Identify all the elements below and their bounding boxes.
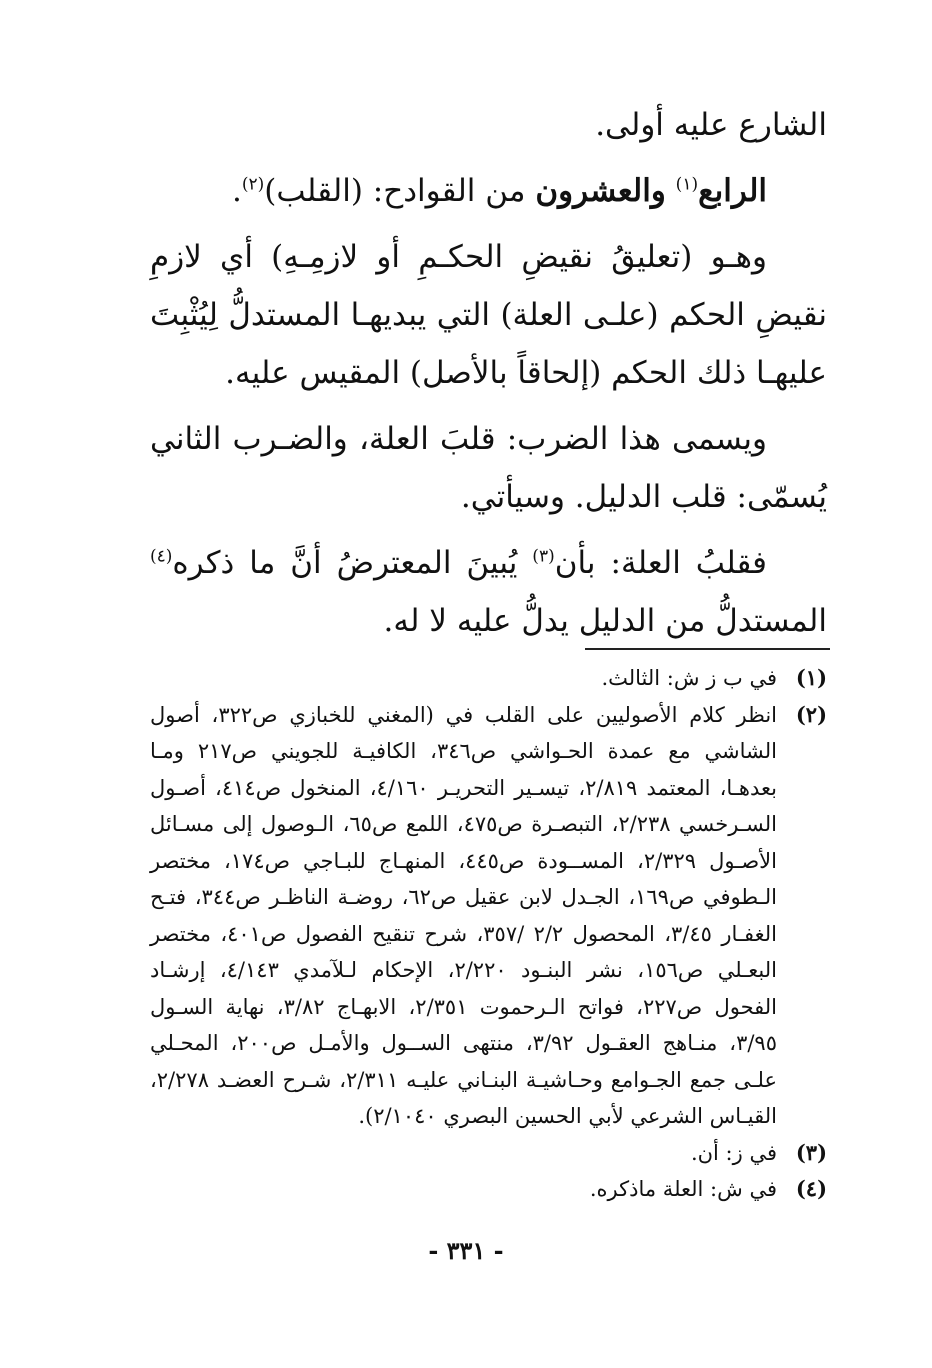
footnote-text: في ش: العلة ماذكره. [589,1177,777,1201]
footnote [150,660,827,697]
section-heading [150,162,827,220]
footnote-ref-2: (٢) [241,174,265,195]
heading-ordinal: الرابع [698,173,767,209]
footnote-number: (١) [795,665,827,690]
page-number: - ٣٣١ - [428,1236,504,1265]
heading-tail: . [232,173,242,209]
heading-rest: من القوادح: (القلب) [264,173,536,209]
paragraph-qalb-illa [150,534,827,650]
para3-end: المستدلُّ من الدليل يدلُّ عليه لا له. [383,603,827,639]
footnote-number: (٤) [795,1176,827,1201]
footnote-divider [585,648,830,650]
paragraph-definition: وهـو (تعليقُ نقيضِ الحكـمِ أو لازمِـهِ) أي لازمِ نقيضِ الحكم (علـى العلة) التي يبديهـا المستدلُّ لِيُثْبِتَ عليهـا ذلك الحكم (إلحاقاً بالأصل) المقيس عليه. [150,239,827,391]
paragraph-naming: ويسمى هذا الضرب: قلبَ العلة، والضـرب الثاني يُسمّى: قلب الدليل. وسيأتي. [150,421,827,515]
footnote-ref-4: (٤) [150,546,173,567]
para3-mid: يُبينَ المعترضُ أنَّ ما ذكره [172,545,533,581]
footnote [150,697,827,1135]
footnote [150,1171,827,1208]
footnote-text: انظر كلام الأصوليين على القلب في (المغني للخبازي ص٣٢٢، أصول الشاشي مع عمدة الحـواشي ص٣٤٦، الكافيـة للجويني ص٢١٧ ومـا بعدهـا، المعتمد ٢/٨١٩، تيسـير التحريـر ٤/١٦٠، المنخول ص٤١٤، أصـول السـرخسي ٢/٢٣٨، التبصـرة ص٤٧٥، اللمع ص٦٥، الـوصول إلى مسـائل الأصـول ٢/٣٢٩، المســودة ص٤٤٥، المنهـاج للبـاجي ص١٧٤، مختصر الـطوفي ص١٦٩، الجـدل لابن عقيل ص٦٢، روضـة الناظـر ص٣٤٤، فتـح الغفـار ٣/٤٥، المحصول ٢/٢ /٣٥٧، شرح تنقيح الفصول ص٤٠١، مختصر البعـلي ص١٥٦، نشر البنـود ٢/٢٢٠، الإحكام لـلآمدي ٤/١٤٣، إرشـاد الفحول ص٢٢٧، فواتح الـرحموت ٢/٣٥١، الابهـاج ٣/٨٢، نهاية السـول ٣/٩٥، منـاهج العقـول ٣/٩٢، منتهى الســول والأمـل ص٢٠٠، المحـلي علـى جمع الجـوامع وحـاشيـة البنـاني عليـه ٢/٣١١، شـرح العضـد ٢/٢٧٨، القيـاس الشرعي لأبي الحسين البصري ٢/١٠٤٠). [150,702,778,1128]
heading-ordinal-tens: والعشرون [535,173,666,209]
footnote-ref-1: (١) [675,174,699,195]
footnote-number: (٢) [795,701,827,727]
main-text [150,96,827,650]
footnote-ref-3: (٣) [532,546,555,567]
footnote-text: في ب ز ش: الثالث. [601,666,777,690]
para3-start: فقلبُ العلة: بأن [554,545,767,581]
footnotes [150,660,827,1208]
footnote [150,1135,827,1172]
footnote-number: (٣) [795,1139,827,1165]
footnote-text: في ز: أن. [690,1140,777,1165]
continuation-line: الشارع عليه أولى. [595,107,827,143]
